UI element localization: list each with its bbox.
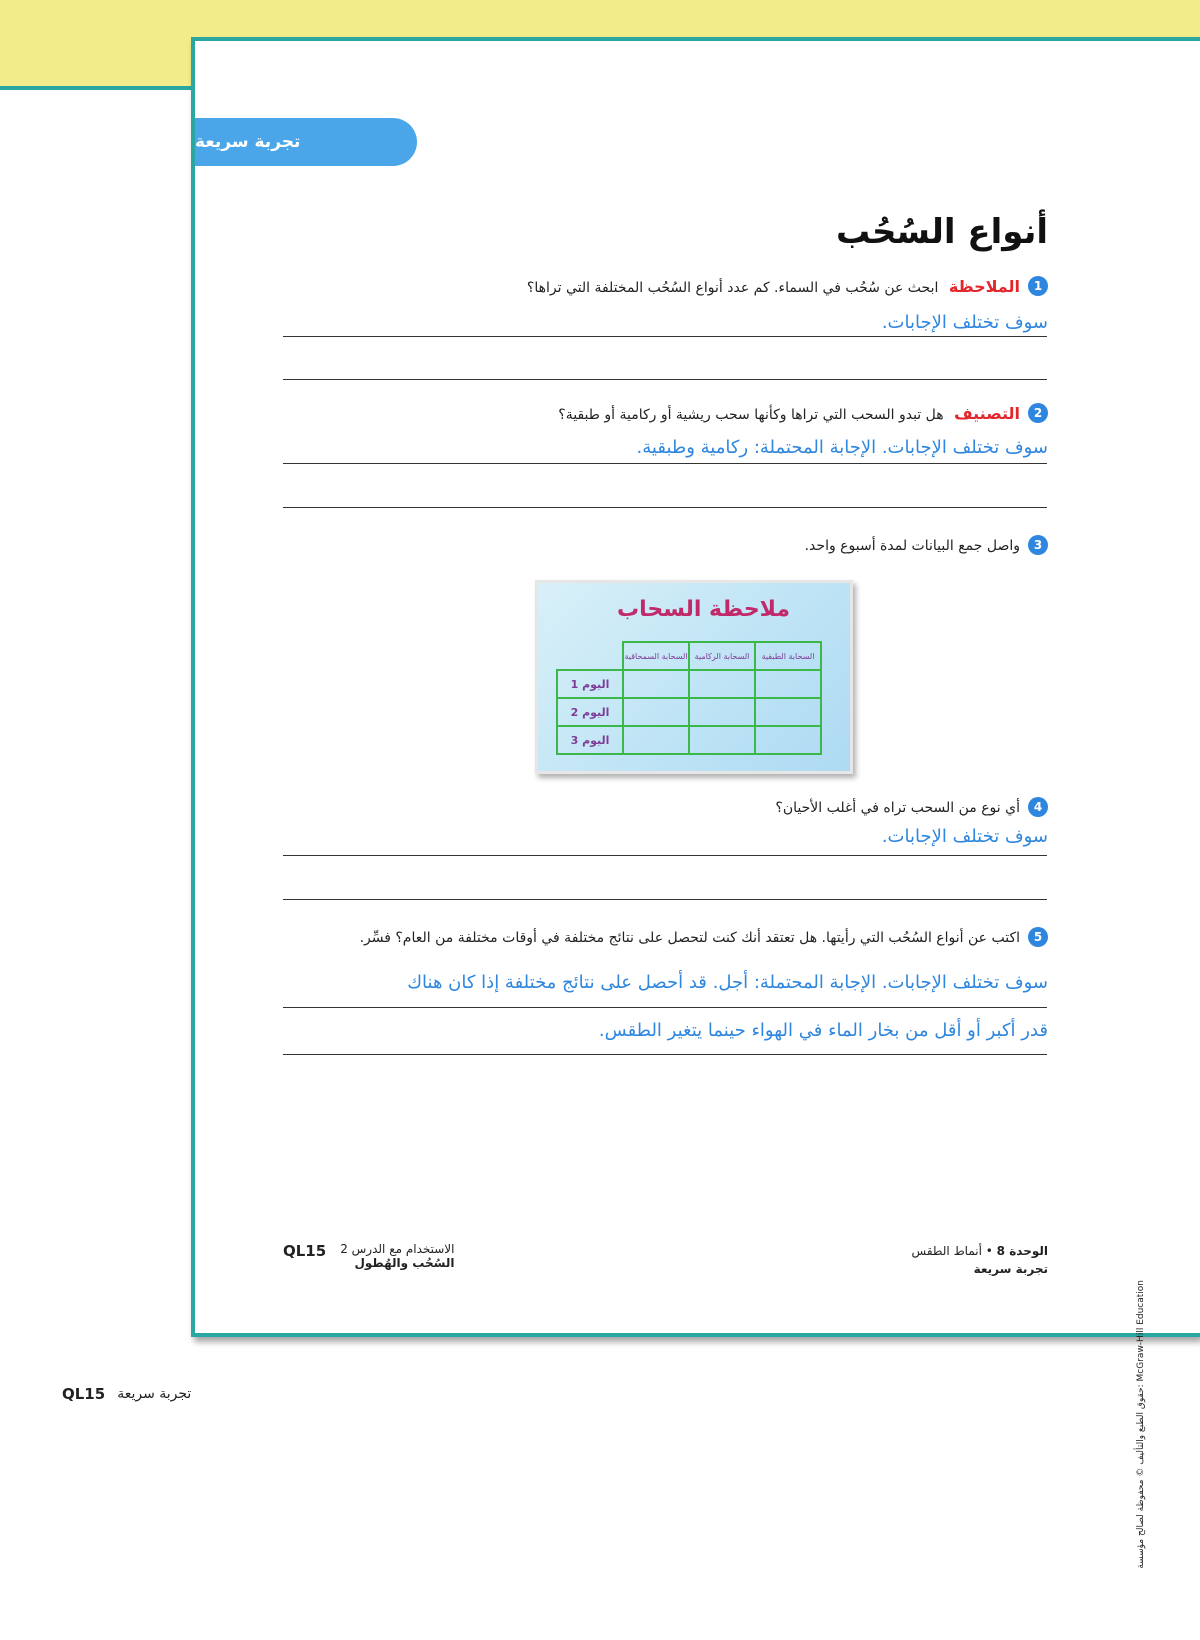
column-header: السحابة الركامية <box>689 642 755 670</box>
answer-line <box>283 379 1047 380</box>
question-text: ابحث عن سُحُب في السماء. كم عدد أنواع السُحُب المختلفة التي تراها؟ <box>526 280 939 296</box>
question-number-1: 1 <box>1028 276 1048 296</box>
question-text: واصل جمع البيانات لمدة أسبوع واحد. <box>804 538 1020 554</box>
answer-line <box>283 463 1047 464</box>
table-cell <box>689 726 755 754</box>
answer-1: سوف تختلف الإجابات. <box>881 312 1048 333</box>
answer-line <box>283 336 1047 337</box>
answer-line <box>283 1007 1047 1008</box>
question-number-5: 5 <box>1028 927 1048 947</box>
table-cell <box>755 698 821 726</box>
question-number-3: 3 <box>1028 535 1048 555</box>
question-number-2: 2 <box>1028 403 1048 423</box>
answer-line <box>283 899 1047 900</box>
copyright-credit: McGraw-Hill Education :حقوق الطبع والتأليف © محفوظة لصالح مؤسسة <box>1136 1280 1146 1569</box>
answer-line <box>283 1054 1047 1055</box>
bottom-section-label: تجربة سريعة <box>117 1386 192 1402</box>
question-1 <box>527 276 1048 299</box>
answer-2: سوف تختلف الإجابات. الإجابة المحتملة: ركامية وطبقية. <box>636 437 1048 458</box>
row-header: اليوم 3 <box>557 726 623 754</box>
row-header: اليوم 2 <box>557 698 623 726</box>
table-cell <box>623 698 689 726</box>
answer-line <box>283 855 1047 856</box>
question-2 <box>558 403 1048 426</box>
answer-4: سوف تختلف الإجابات. <box>881 826 1048 847</box>
answer-5-line-1: سوف تختلف الإجابات. الإجابة المحتملة: أجل. قد أحصل على نتائج مختلفة إذا كان هناك <box>407 972 1048 993</box>
question-keyword: الملاحظة <box>948 277 1020 296</box>
table-cell <box>623 726 689 754</box>
bottom-page-label <box>62 1385 191 1403</box>
answer-5-line-2: قدر أكبر أو أقل من بخار الماء في الهواء حينما يتغير الطقس. <box>598 1020 1048 1041</box>
teal-accent-line <box>0 86 192 90</box>
question-keyword: التصنيف <box>954 404 1020 423</box>
answer-line <box>283 507 1047 508</box>
question-text: اكتب عن أنواع السُحُب التي رأيتها. هل تعتقد أنك كنت لتحصل على نتائج مختلفة في أوقات مختلفة من العام؟ فسِّر. <box>359 930 1020 946</box>
question-4 <box>775 797 1048 819</box>
cloud-observation-table <box>556 641 822 755</box>
table-cell <box>755 670 821 698</box>
cloud-table-title: ملاحظة السحاب <box>616 597 790 622</box>
cloud-observation-card <box>535 580 853 774</box>
page-title: أنواع السُحُب <box>836 212 1048 252</box>
footer-lesson-info: QL15 الاستخدام مع الدرس 2 السُحُب والهُطول <box>283 1242 455 1270</box>
question-number-4: 4 <box>1028 797 1048 817</box>
question-3 <box>805 535 1048 557</box>
question-text: هل تبدو السحب التي تراها وكأنها سحب ريشية أو ركامية أو طبقية؟ <box>558 407 944 423</box>
column-header: السحابة الطبقية <box>755 642 821 670</box>
table-cell <box>689 670 755 698</box>
page-code: QL15 <box>283 1242 327 1260</box>
bottom-page-code: QL15 <box>62 1385 106 1403</box>
footer-unit-info: الوحدة 8 • أنماط الطقس تجربة سريعة <box>911 1244 1048 1276</box>
section-tab: تجربة سريعة <box>195 118 417 166</box>
table-cell <box>755 726 821 754</box>
table-cell <box>623 670 689 698</box>
row-header: اليوم 1 <box>557 670 623 698</box>
question-text: أي نوع من السحب تراه في أغلب الأحيان؟ <box>775 800 1020 816</box>
column-header: السحابة السمحاقية <box>623 642 689 670</box>
question-5 <box>348 927 1048 949</box>
table-cell <box>689 698 755 726</box>
